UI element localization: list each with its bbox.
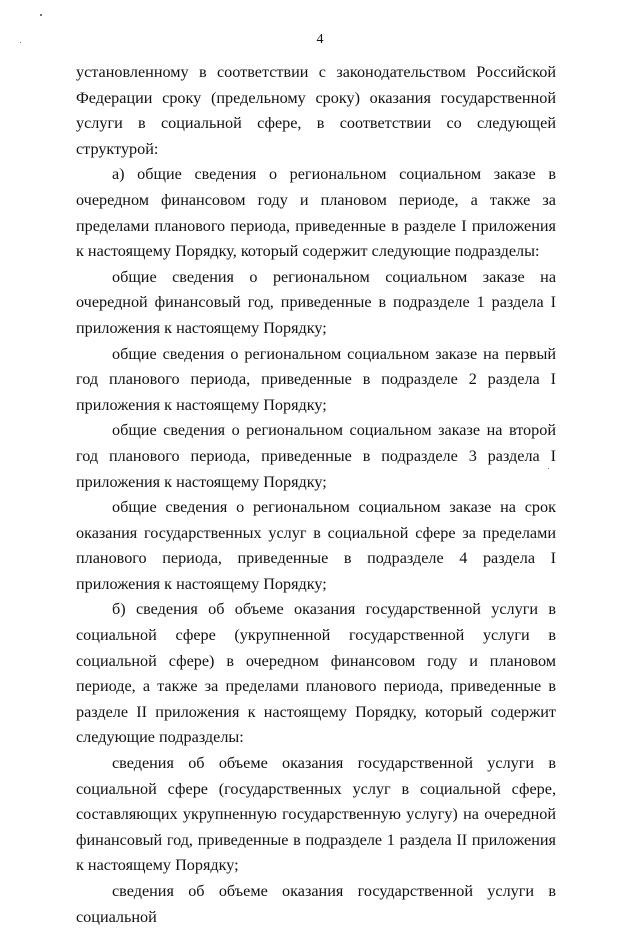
body-text <box>76 60 556 930</box>
paragraph: сведения об объеме оказания государственной услуги в социальной сфере (государственных услуг в социальной сфере, составляющих укрупненную государственную услугу) на очередной финансовый год, приведенные в подразделе 1 раздела II приложения к настоящему Порядку; <box>76 754 556 875</box>
page-number: 4 <box>316 32 324 47</box>
paragraph: а) общие сведения о региональном социальном заказе в очередном финансовом году и плановом периоде, а также за пределами планового периода, приведенные в разделе I приложения к настоящему Порядку, который содержит следующие подразделы: <box>76 165 556 261</box>
paragraph: общие сведения о региональном социальном заказе на срок оказания государственных услуг в социальной сфере за пределами планового периода, приведенные в подразделе 4 раздела I приложения к настоящему Порядку; <box>76 498 556 593</box>
scan-speck <box>40 14 42 16</box>
paragraph: общие сведения о региональном социальном заказе на второй год планового периода, приведенные в подразделе 3 раздела I приложения к настоящему Порядку; <box>76 421 556 491</box>
paragraph: общие сведения о региональном социальном заказе на первый год планового периода, приведенные в подразделе 2 раздела I приложения к настоящему Порядку; <box>76 344 556 414</box>
paragraph: установленному в соответствии с законодательством Российской Федерации сроку (предельному сроку) оказания государственной услуги в социальной сфере, в соответствии со следующей структурой: <box>76 63 556 158</box>
paragraph: сведения об объеме оказания государственной услуги в социальной <box>76 882 556 926</box>
paragraph: б) сведения об объеме оказания государственной услуги в социальной сфере (укрупненной государственной услуги в социальной сфере) в очередном финансовом году и плановом периоде, а также за пределами планового периода, приведенные в разделе II приложения к настоящему Порядку, который содержит следующие подразделы: <box>76 600 556 747</box>
paragraph: общие сведения о региональном социальном заказе на очередной финансовый год, приведенные в подразделе 1 раздела I приложения к настоящему Порядку; <box>76 267 556 337</box>
